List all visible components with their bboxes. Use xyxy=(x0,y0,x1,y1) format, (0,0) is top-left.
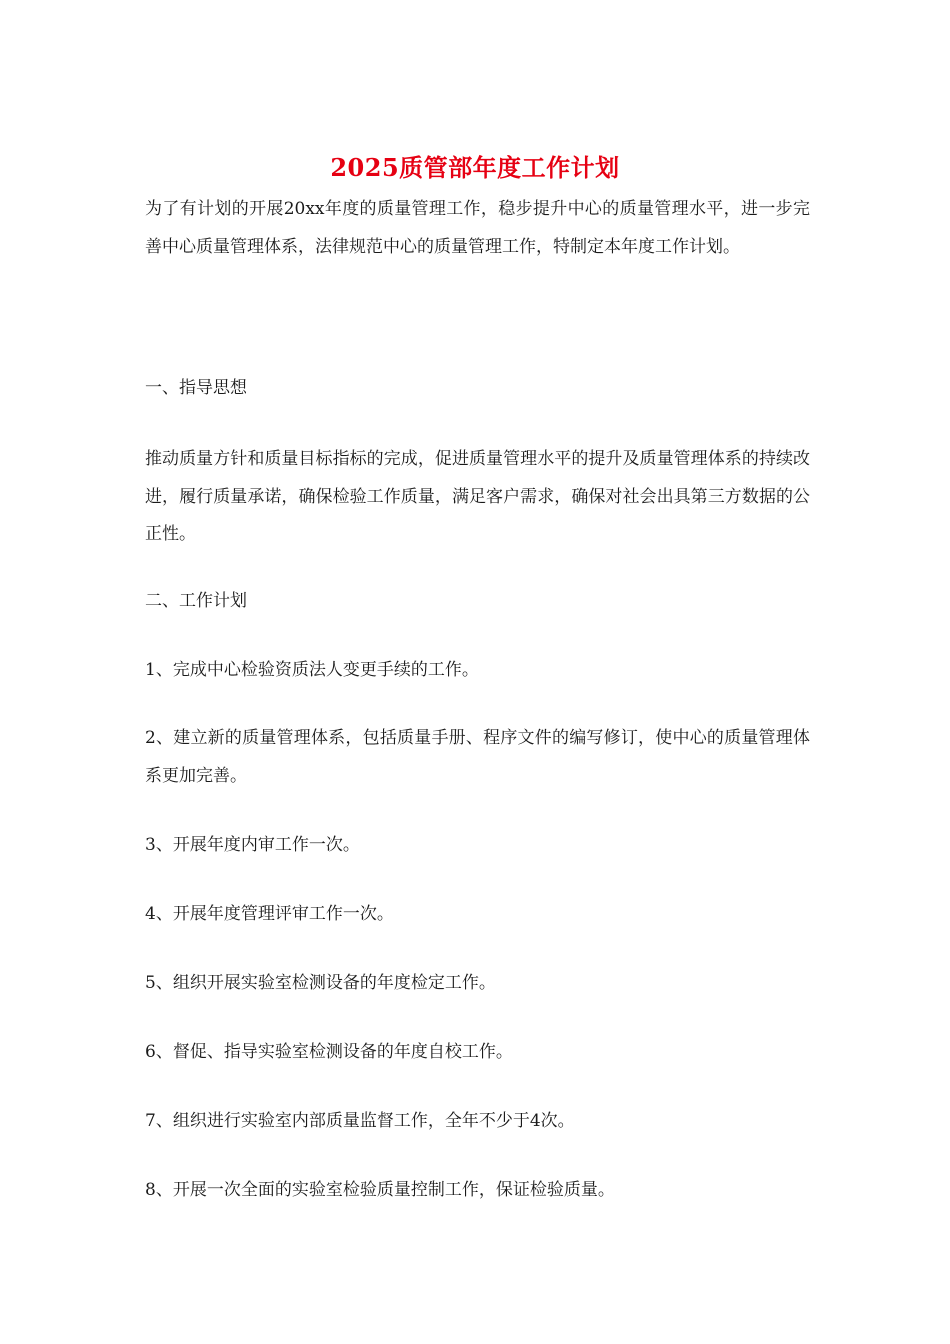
plan-item-5: 5、组织开展实验室检测设备的年度检定工作。 xyxy=(145,973,496,993)
plan-item-4: 4、开展年度管理评审工作一次。 xyxy=(145,904,394,924)
section-heading-guiding-ideology: 一、指导思想 xyxy=(145,378,247,398)
guiding-ideology-paragraph: 推动质量方针和质量目标指标的完成，促进质量管理水平的提升及质量管理体系的持续改进，履行质量承诺，确保检验工作质量，满足客户需求，确保对社会出具第三方数据的公正性。 xyxy=(145,449,810,544)
plan-item-2: 2、建立新的质量管理体系，包括质量手册、程序文件的编写修订，使中心的质量管理体系更加完善。 xyxy=(145,728,810,786)
plan-item-8: 8、开展一次全面的实验室检验质量控制工作，保证检验质量。 xyxy=(145,1180,615,1200)
plan-item-3: 3、开展年度内审工作一次。 xyxy=(145,835,360,855)
plan-item-1: 1、完成中心检验资质法人变更手续的工作。 xyxy=(145,660,479,680)
plan-item-6: 6、督促、指导实验室检测设备的年度自校工作。 xyxy=(145,1042,513,1062)
plan-item-7: 7、组织进行实验室内部质量监督工作，全年不少于4次。 xyxy=(145,1111,575,1131)
intro-paragraph: 为了有计划的开展20xx年度的质量管理工作，稳步提升中心的质量管理水平，进一步完善中心质量管理体系，法律规范中心的质量管理工作，特制定本年度工作计划。 xyxy=(145,199,810,257)
document-title: 2025质管部年度工作计划 xyxy=(330,153,620,182)
section-heading-work-plan: 二、工作计划 xyxy=(145,591,247,611)
